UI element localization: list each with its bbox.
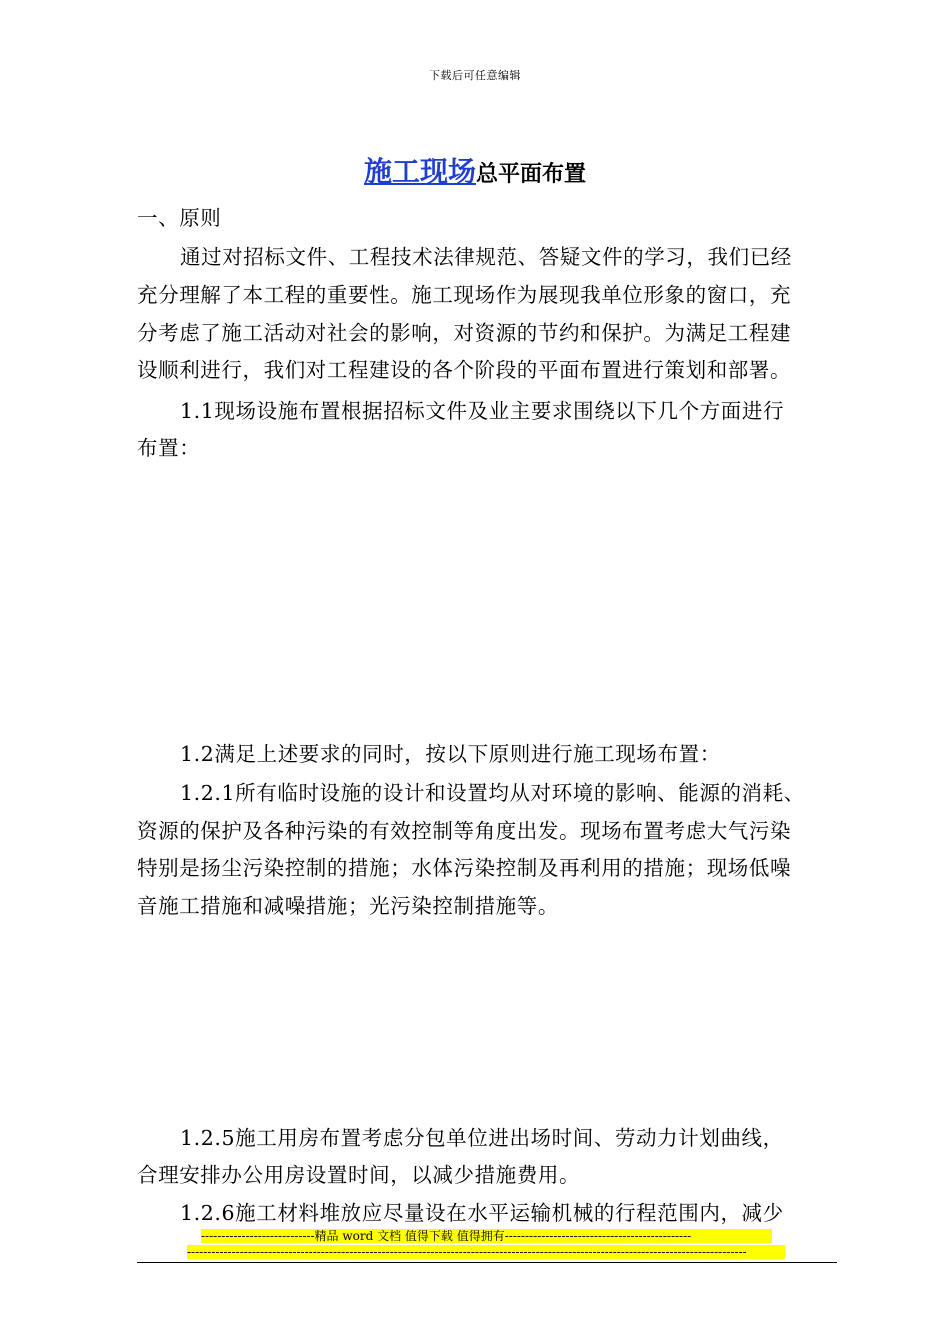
paragraph-line: 音施工措施和减噪措施；光污染控制措施等。 bbox=[137, 894, 559, 918]
section-heading-principles: 一、原则 bbox=[137, 206, 222, 230]
paragraph-line: 资源的保护及各种污染的有效控制等角度出发。现场布置考虑大气污染 bbox=[137, 819, 792, 843]
paragraph-line: 特别是扬尘污染控制的措施；水体污染控制及再利用的措施；现场低噪 bbox=[137, 856, 792, 880]
footer-banner-line1: ----------------------------精品 word 文档 值得下载 值得拥有---------------------------------------------- bbox=[201, 1229, 772, 1243]
paragraph-line: 1.2.1所有临时设施的设计和设置均从对环境的影响、能源的消耗、 bbox=[180, 781, 805, 805]
paragraph-line: 通过对招标文件、工程技术法律规范、答疑文件的学习，我们已经 bbox=[180, 245, 792, 269]
footer-banner-line2: ------------------------------------------------------------------------------------------------------------------------------------------ bbox=[187, 1245, 785, 1259]
paragraph-line: 设顺利进行，我们对工程建设的各个阶段的平面布置进行策划和部署。 bbox=[137, 358, 792, 382]
paragraph-line: 合理安排办公用房设置时间，以减少措施费用。 bbox=[137, 1163, 581, 1187]
page-title bbox=[0, 150, 950, 190]
paragraph-line: 1.1现场设施布置根据招标文件及业主要求围绕以下几个方面进行 bbox=[180, 399, 785, 423]
paragraph-line: 1.2.5施工用房布置考虑分包单位进出场时间、劳动力计划曲线， bbox=[180, 1126, 784, 1150]
title-rest: 总平面布置 bbox=[476, 162, 587, 187]
footer-rule bbox=[137, 1262, 837, 1263]
header-note: 下载后可任意编辑 bbox=[429, 69, 521, 82]
title-link[interactable]: 施工现场 bbox=[363, 155, 476, 188]
paragraph-line: 充分理解了本工程的重要性。施工现场作为展现我单位形象的窗口，充 bbox=[137, 283, 792, 307]
paragraph-line: 1.2满足上述要求的同时，按以下原则进行施工现场布置： bbox=[180, 742, 721, 766]
paragraph-line: 1.2.6施工材料堆放应尽量设在水平运输机械的行程范围内，减少 bbox=[180, 1201, 784, 1225]
paragraph-line: 分考虑了施工活动对社会的影响，对资源的节约和保护。为满足工程建 bbox=[137, 321, 792, 345]
paragraph-line: 布置： bbox=[137, 436, 201, 460]
